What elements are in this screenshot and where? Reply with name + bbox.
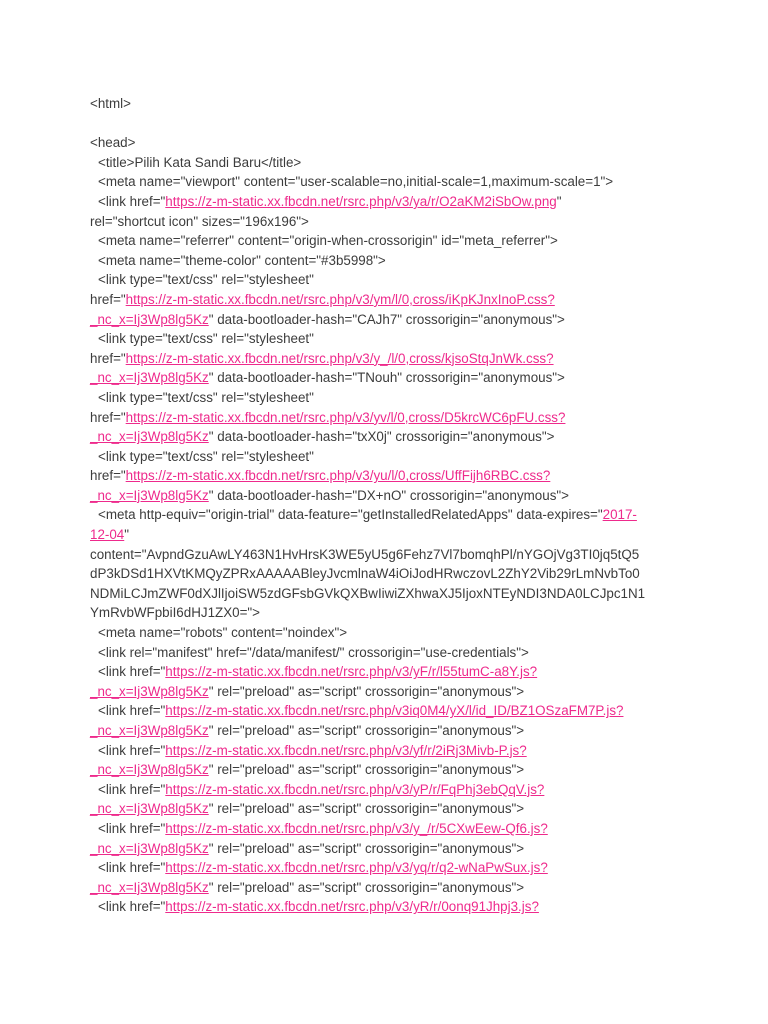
code-line xyxy=(90,603,680,623)
code-line xyxy=(90,505,680,525)
url-link[interactable]: _nc_x=Ij3Wp8lg5Kz xyxy=(90,840,209,856)
code-text: <link type="text/css" rel="stylesheet" xyxy=(98,448,314,464)
code-line xyxy=(90,310,680,330)
code-line xyxy=(90,839,680,859)
code-text: " xyxy=(124,527,130,543)
code-text: " data-bootloader-hash="TNouh" crossorigin="anonymous"> xyxy=(208,370,565,386)
code-line xyxy=(90,799,680,819)
code-text: rel="shortcut icon" sizes="196x196"> xyxy=(90,213,309,229)
code-text: dP3kDSd1HXVtKMQyZPRxAAAAABleyJvcmlnaW4iOiJodHRwczovL2ZhY2Vib29rLmNvbTo0 xyxy=(90,566,640,582)
url-link[interactable]: _nc_x=Ij3Wp8lg5Kz xyxy=(90,801,209,817)
code-line xyxy=(90,153,680,173)
code-line xyxy=(90,231,680,251)
url-link[interactable]: https://z-m-static.xx.fbcdn.net/rsrc.php/v3/y_/l/0,cross/kjsoStqJnWk.css? xyxy=(125,350,554,366)
code-text: <meta name="referrer" content="origin-when-crossorigin" id="meta_referrer"> xyxy=(98,233,558,249)
code-line xyxy=(90,682,680,702)
code-line xyxy=(90,290,680,310)
url-link[interactable]: _nc_x=Ij3Wp8lg5Kz xyxy=(90,762,209,778)
url-link[interactable]: https://z-m-static.xx.fbcdn.net/rsrc.php/v3iq0M4/yX/l/id_ID/BZ1OSzaFM7P.js? xyxy=(165,703,624,719)
url-link[interactable]: https://z-m-static.xx.fbcdn.net/rsrc.php/v3/yv/l/0,cross/D5krcWC6pFU.css? xyxy=(125,409,566,425)
code-line xyxy=(90,486,680,506)
code-line xyxy=(90,349,680,369)
code-line xyxy=(90,701,680,721)
code-text: <head> xyxy=(90,135,136,151)
code-line xyxy=(90,780,680,800)
url-link[interactable]: https://z-m-static.xx.fbcdn.net/rsrc.php/v3/ym/l/0,cross/iKpKJnxInoP.css? xyxy=(125,291,555,307)
code-line xyxy=(90,878,680,898)
code-text: <title>Pilih Kata Sandi Baru</title> xyxy=(98,154,302,170)
url-link[interactable]: _nc_x=Ij3Wp8lg5Kz xyxy=(90,683,209,699)
code-line xyxy=(90,172,680,192)
code-text: NDMiLCJmZWF0dXJlIjoiSW5zdGFsbGVkQXBwIiwiZXhwaXJ5IjoxNTEyNDI3NDA0LCJpc1N1 xyxy=(90,585,646,601)
code-line xyxy=(90,329,680,349)
url-link[interactable]: https://z-m-static.xx.fbcdn.net/rsrc.php/v3/yq/r/q2-wNaPwSux.js? xyxy=(165,860,548,876)
code-line xyxy=(90,819,680,839)
code-text: href=" xyxy=(90,350,126,366)
url-link[interactable]: _nc_x=Ij3Wp8lg5Kz xyxy=(90,723,209,738)
code-text: href=" xyxy=(90,291,126,307)
code-text: <link href=" xyxy=(98,703,166,719)
url-link[interactable]: https://z-m-static.xx.fbcdn.net/rsrc.php/v3/yF/r/l55tumC-a8Y.js? xyxy=(165,664,538,680)
code-line xyxy=(90,133,680,153)
code-line xyxy=(90,741,680,761)
code-line xyxy=(90,270,680,290)
source-code-document xyxy=(90,94,680,917)
code-line xyxy=(90,408,680,428)
code-text: " data-bootloader-hash="DX+nO" crossorigin="anonymous"> xyxy=(208,487,569,503)
code-line xyxy=(90,662,680,682)
url-link[interactable]: https://z-m-static.xx.fbcdn.net/rsrc.php/v3/ya/r/O2aKM2iSbOw.png xyxy=(165,193,557,209)
code-text: <link href=" xyxy=(98,664,166,680)
code-line xyxy=(90,525,680,545)
code-text: <link href=" xyxy=(98,193,166,209)
code-text: " data-bootloader-hash="CAJh7" crossorigin="anonymous"> xyxy=(208,311,565,327)
url-link[interactable]: https://z-m-static.xx.fbcdn.net/rsrc.php/v3/yu/l/0,cross/UffFijh6RBC.css? xyxy=(125,468,551,484)
url-link[interactable]: 12-04 xyxy=(90,527,125,543)
code-text: " xyxy=(556,193,562,209)
code-text: <meta name="theme-color" content="#3b5998"> xyxy=(98,252,386,268)
code-text: <link rel="manifest" href="/data/manifest/" crossorigin="use-credentials"> xyxy=(98,644,529,660)
url-link[interactable]: _nc_x=Ij3Wp8lg5Kz xyxy=(90,487,209,503)
code-text: <link href=" xyxy=(98,899,166,915)
code-text: <link href=" xyxy=(98,781,166,797)
code-text: <link type="text/css" rel="stylesheet" xyxy=(98,272,314,288)
code-line xyxy=(90,623,680,643)
code-text: YmRvbWFpbiI6dHJ1ZX0="> xyxy=(90,605,260,621)
code-text: <meta name="viewport" content="user-scalable=no,initial-scale=1,maximum-scale=1"> xyxy=(98,174,614,190)
url-link[interactable]: _nc_x=Ij3Wp8lg5Kz xyxy=(90,879,209,895)
code-text: <html> xyxy=(90,96,131,111)
code-line xyxy=(90,545,680,565)
code-text: content="AvpndGzuAwLY463N1HvHrsK3WE5yU5g6Fehz7Vl7bomqhPl/nYGOjVg3TI0jq5tQ5 xyxy=(90,546,640,562)
code-text: href=" xyxy=(90,409,126,425)
code-line xyxy=(90,388,680,408)
code-line xyxy=(90,643,680,663)
code-text: " rel="preload" as="script" crossorigin="anonymous"> xyxy=(208,879,525,895)
code-text: " rel="preload" as="script" crossorigin="anonymous"> xyxy=(208,840,525,856)
url-link[interactable]: _nc_x=Ij3Wp8lg5Kz xyxy=(90,311,209,327)
code-text: <link href=" xyxy=(98,820,166,836)
code-line xyxy=(90,368,680,388)
blank-line xyxy=(90,114,680,134)
code-text: " rel="preload" as="script" crossorigin="anonymous"> xyxy=(208,723,525,738)
code-text: <meta http-equiv="origin-trial" data-feature="getInstalledRelatedApps" data-expires=" xyxy=(98,507,603,523)
code-line xyxy=(90,721,680,741)
code-line xyxy=(90,564,680,584)
url-link[interactable]: 2017- xyxy=(602,507,637,523)
code-line xyxy=(90,584,680,604)
code-text: <link type="text/css" rel="stylesheet" xyxy=(98,331,314,347)
code-line xyxy=(90,897,680,917)
code-text: <link type="text/css" rel="stylesheet" xyxy=(98,389,314,405)
code-text: <link href=" xyxy=(98,742,166,758)
code-line xyxy=(90,94,680,114)
code-line xyxy=(90,447,680,467)
code-line xyxy=(90,760,680,780)
code-text: href=" xyxy=(90,468,126,484)
code-line xyxy=(90,466,680,486)
code-text: <link href=" xyxy=(98,860,166,876)
url-link[interactable]: https://z-m-static.xx.fbcdn.net/rsrc.php/v3/yP/r/FqPhj3ebQqV.js? xyxy=(165,781,545,797)
code-line xyxy=(90,858,680,878)
code-line xyxy=(90,192,680,212)
url-link[interactable]: https://z-m-static.xx.fbcdn.net/rsrc.php/v3/yf/r/2iRj3Mivb-P.js? xyxy=(165,742,527,758)
url-link[interactable]: _nc_x=Ij3Wp8lg5Kz xyxy=(90,370,209,386)
code-line xyxy=(90,212,680,232)
url-link[interactable]: _nc_x=Ij3Wp8lg5Kz xyxy=(90,429,209,445)
code-text: <meta name="robots" content="noindex"> xyxy=(98,625,348,641)
code-text: " data-bootloader-hash="txX0j" crossorigin="anonymous"> xyxy=(208,429,555,445)
code-text: " rel="preload" as="script" crossorigin="anonymous"> xyxy=(208,801,525,817)
url-link[interactable]: https://z-m-static.xx.fbcdn.net/rsrc.php/v3/yR/r/0onq91Jhpj3.js? xyxy=(165,899,539,915)
code-text: " rel="preload" as="script" crossorigin="anonymous"> xyxy=(208,762,525,778)
code-line xyxy=(90,427,680,447)
code-line xyxy=(90,251,680,271)
url-link[interactable]: https://z-m-static.xx.fbcdn.net/rsrc.php/v3/y_/r/5CXwEew-Qf6.js? xyxy=(165,820,548,836)
code-text: " rel="preload" as="script" crossorigin="anonymous"> xyxy=(208,683,525,699)
